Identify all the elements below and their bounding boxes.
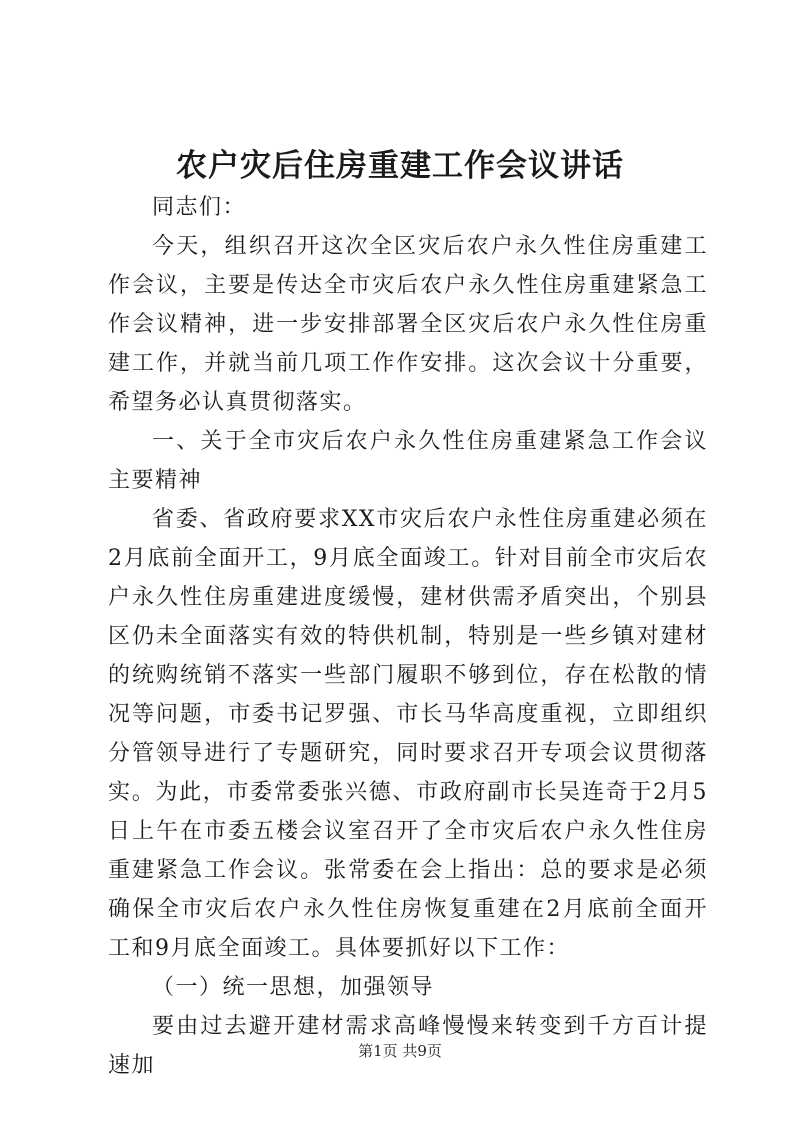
document-title: 农户灾后住房重建工作会议讲话 bbox=[176, 148, 624, 184]
page-footer: 第1页 共9页 bbox=[358, 1042, 442, 1060]
salutation: 同志们： bbox=[152, 195, 247, 220]
paragraph-requirements: 省委、省政府要求XX市灾后农户永性住房重建必须在2月底前全面开工，9月底全面竣工。针对目前全市灾后农户永久性住房重建进度缓慢，建材供需矛盾突出，个别县区仍未全面落实有效的特供机制，特别是一些乡镇对建材的统购统销不落实一些部门履职不够到位，存在松散的情况等问题，市委书记罗强、市长马华高度重视，立即组织分管领导进行了专题研究，同时要求召开专项会议贯彻落实。为此，市委常委张兴德、市政府副市长吴连奇于2月5日上午在市委五楼会议室召开了全市灾后农户永久性住房重建紧急工作会议。张常委在会上指出：总的要求是必须确保全市灾后农户永久性住房恢复重建在2月底前全面开工和9月底全面竣工。具体要抓好以下工作： bbox=[108, 507, 708, 961]
document-body bbox=[108, 188, 708, 1085]
paragraph-continued: 要由过去避开建材需求高峰慢慢来转变到千方百计提速加 bbox=[108, 1014, 708, 1078]
paragraph-intro: 今天，组织召开这次全区灾后农户永久性住房重建工作会议，主要是传达全市灾后农户永久性住房重建紧急工作会议精神，进一步安排部署全区灾后农户永久性住房重建工作，并就当前几项工作作安排。这次会议十分重要，希望务必认真贯彻落实。 bbox=[108, 234, 708, 415]
subsection-heading-1: （一）统一思想，加强领导 bbox=[152, 975, 435, 1000]
section-heading-1: 一、关于全市灾后农户永久性住房重建紧急工作会议主要精神 bbox=[108, 429, 708, 493]
